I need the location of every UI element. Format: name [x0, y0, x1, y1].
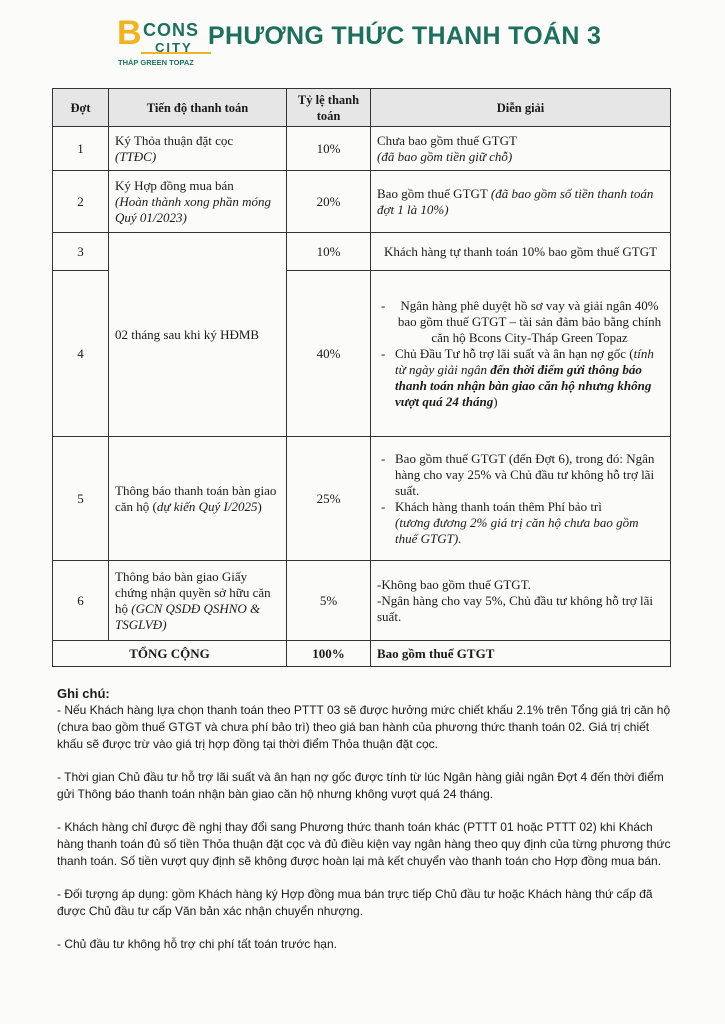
row5-item2 [395, 499, 664, 547]
row2-dien-giai [371, 171, 671, 233]
row6-dien-giai [371, 561, 671, 641]
header-tien-do: Tiến độ thanh toán [109, 89, 287, 127]
row1-ty-le: 10% [287, 127, 371, 171]
row5-tien-do-close: ) [257, 498, 262, 514]
row5-dien-giai [371, 437, 671, 561]
table-total-row [53, 641, 671, 667]
row5-tien-do-note: dự kiến Quý I/2025 [156, 498, 258, 514]
notes-section [57, 685, 677, 969]
row3-ty-le: 10% [287, 233, 371, 271]
row1-tien-do-text: Ký Thỏa thuận đặt cọc [115, 132, 234, 148]
row1-dot: 1 [53, 127, 109, 171]
row4-list [377, 298, 664, 410]
table-header-row [53, 89, 671, 127]
row3-dien-giai: Khách hàng tự thanh toán 10% bao gồm thuế GTGT [371, 233, 671, 271]
note-item: - Nếu Khách hàng lựa chọn thanh toán theo PTTT 03 sẽ được hưởng mức chiết khấu 2.1% trên Tổng giá trị căn hộ (chưa bao gồm thuế GTGT và chưa phí bảo trì) theo giá ban hành của phương thức thanh toán 02. Giá trị chiết khấu sẽ được trừ vào giá trị hợp đồng tại thời điểm Thỏa thuận đặt cọc. [57, 703, 671, 751]
row5-list [377, 451, 664, 547]
header-dot: Đợt [53, 89, 109, 127]
row4-ty-le: 40% [287, 271, 371, 437]
row6-tien-do-note: (GCN QSDĐ QSHNO & TSGLVĐ) [115, 600, 261, 632]
row1-dien-giai-text: Chưa bao gồm thuế GTGT [377, 132, 517, 148]
row4-dot: 4 [53, 271, 109, 437]
row4-dien-giai [371, 271, 671, 437]
row1-dien-giai [371, 127, 671, 171]
row2-tien-do-note: (Hoàn thành xong phần móng Quý 01/2023) [115, 193, 271, 225]
row2-ty-le: 20% [287, 171, 371, 233]
note-item: - Chủ đầu tư không hỗ trợ chi phí tất toán trước hạn. [57, 937, 337, 951]
row4-item2-a: Chủ Đầu Tư hỗ trợ lãi suất và ân hạn nợ gốc ( [395, 345, 634, 361]
row3-4-tien-do: 02 tháng sau khi ký HĐMB [109, 233, 287, 437]
row5-item2-text: - Khách hàng thanh toán thêm Phí bảo trì [395, 498, 602, 514]
row5-item1: - Bao gồm thuế GTGT (đến Đợt 6), trong đó: Ngân hàng cho vay 25% và Chủ đầu tư không hỗ trợ lãi suất. [395, 451, 664, 499]
row5-tien-do-text: Thông báo thanh toán bàn giao căn hộ ( [115, 482, 277, 514]
total-ty-le: 100% [287, 641, 371, 667]
table-row [53, 127, 671, 171]
payment-schedule-table [52, 88, 671, 667]
row6-dot: 6 [53, 561, 109, 641]
row4-item1: - Ngân hàng phê duyệt hồ sơ vay và giải ngân 40% bao gồm thuế GTGT – tài sản đảm bảo bằng chính căn hộ Bcons City-Tháp Green Topaz [395, 298, 664, 346]
table-row [53, 171, 671, 233]
total-label: TỔNG CỘNG [53, 641, 287, 667]
row2-dot: 2 [53, 171, 109, 233]
row2-tien-do [109, 171, 287, 233]
note-item: - Khách hàng chỉ được đề nghị thay đổi sang Phương thức thanh toán khác (PTTT 01 hoặc PTTT 02) khi Khách hàng thanh toán đủ số tiền Thỏa thuận đặt cọc và đủ điều kiện vay ngân hàng theo quy định của từng phương thức thanh toán. Số tiền vượt quy định sẽ không được hoàn lại mà kết chuyển vào thanh toán cho Hợp đồng mua bán. [57, 820, 671, 868]
row5-item2-note: (tương đương 2% giá trị căn hộ chưa bao gồm thuế GTGT). [395, 514, 639, 546]
row5-tien-do [109, 437, 287, 561]
logo-subtitle: THÁP GREEN TOPAZ [118, 58, 194, 67]
notes-heading: Ghi chú: [57, 686, 110, 701]
row6-line2: -Ngân hàng cho vay 5%, Chủ đầu tư không hỗ trợ lãi suất. [377, 592, 654, 624]
row2-dien-giai-note: (đã bao gồm số tiền thanh toán đợt 1 là 10%) [377, 185, 654, 217]
header-ty-le: Tỷ lệ thanh toán [287, 89, 371, 127]
total-dien-giai: Bao gồm thuế GTGT [371, 641, 671, 667]
row6-ty-le: 5% [287, 561, 371, 641]
row6-line1: -Không bao gồm thuế GTGT. [377, 576, 531, 592]
row5-dot: 5 [53, 437, 109, 561]
header-dien-giai: Diễn giải [371, 89, 671, 127]
page-title: PHƯƠNG THỨC THANH TOÁN 3 [208, 22, 602, 50]
table-row [53, 561, 671, 641]
note-item: - Thời gian Chủ đầu tư hỗ trợ lãi suất và ân hạn nợ gốc được tính từ lúc Ngân hàng giải ngân Đợt 4 đến thời điểm gửi Thông báo thanh toán nhận bàn giao căn hộ nhưng không vượt quá 24 tháng. [57, 770, 664, 801]
row3-dot: 3 [53, 233, 109, 271]
row4-item2 [395, 346, 664, 410]
row6-tien-do [109, 561, 287, 641]
row4-item2-d: ) [493, 393, 498, 409]
row1-dien-giai-note: (đã bao gồm tiền giữ chỗ) [377, 148, 513, 164]
note-item: - Đối tượng áp dụng: gồm Khách hàng ký Hợp đồng mua bán trực tiếp Chủ đầu tư hoặc Khách hàng thứ cấp đã được Chủ đầu tư cấp Văn bản xác nhận chuyển nhượng. [57, 887, 653, 918]
row1-tien-do-note: (TTĐC) [115, 148, 157, 164]
row5-ty-le: 25% [287, 437, 371, 561]
table-row [53, 437, 671, 561]
row2-dien-giai-text: Bao gồm thuế GTGT [377, 185, 491, 201]
row1-tien-do [109, 127, 287, 171]
logo-mark: B [117, 14, 142, 52]
row6-tien-do-text: Thông báo bàn giao Giấy chứng nhận quyền sở hữu căn hộ [115, 568, 271, 616]
row2-tien-do-text: Ký Hợp đồng mua bán [115, 177, 234, 193]
table-row [53, 233, 671, 271]
row4-item2-c: đến thời điểm gửi thông báo thanh toán nhận bàn giao căn hộ nhưng không vượt quá 24 tháng [395, 361, 652, 409]
logo-cons-text: CONS [143, 20, 200, 40]
logo-city-text: CITY [155, 40, 193, 55]
row4-item2-b: tính từ ngày giải ngân [395, 345, 654, 377]
